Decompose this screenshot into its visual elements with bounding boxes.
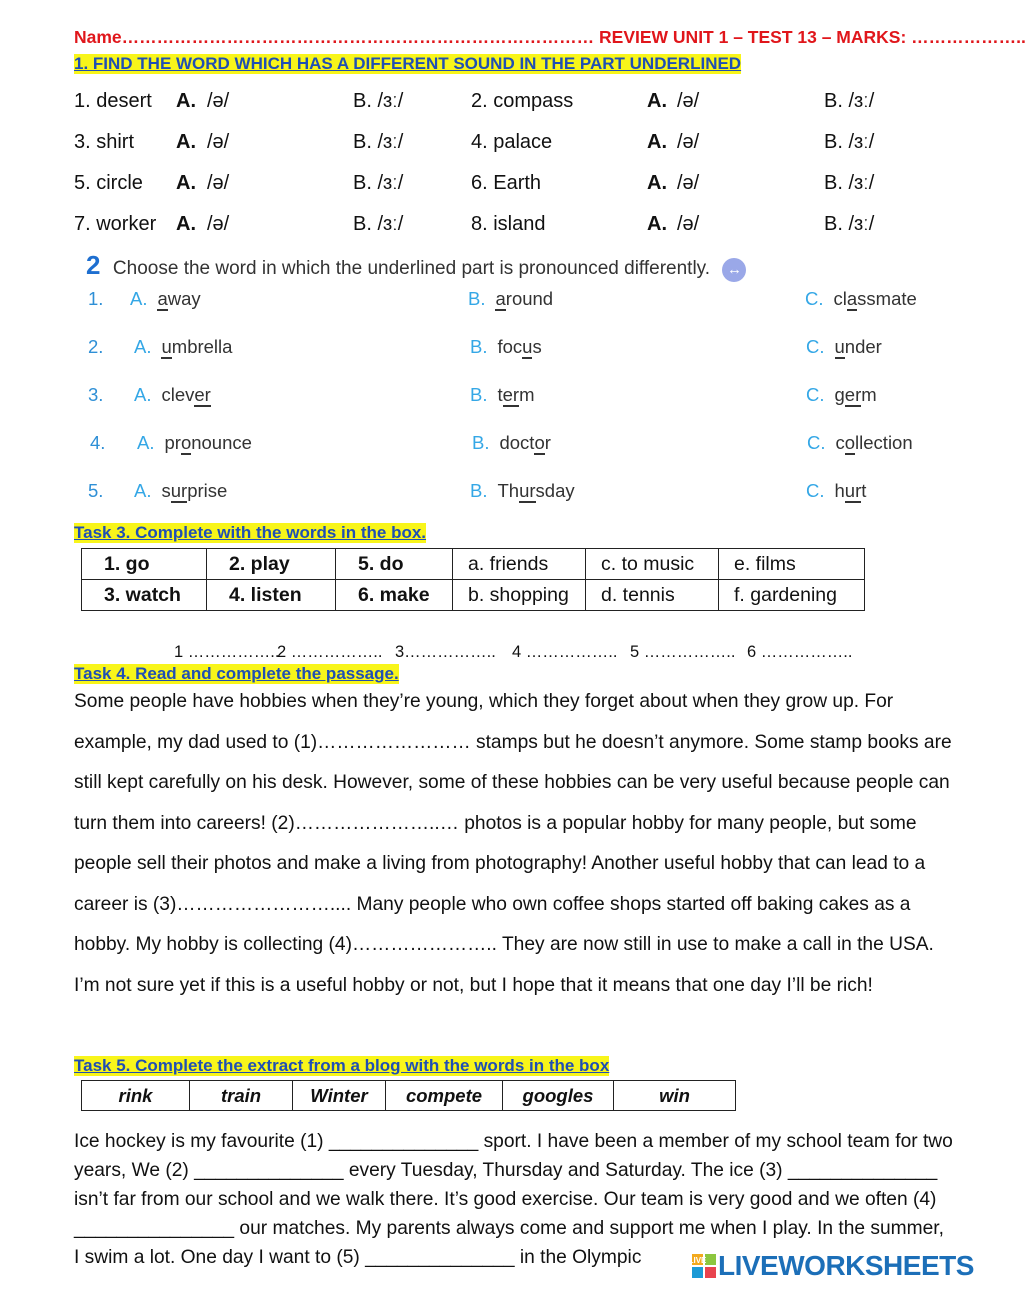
word-part: clev bbox=[161, 384, 195, 405]
word-part: sday bbox=[535, 480, 575, 501]
word-part: prise bbox=[187, 480, 228, 501]
word-part: round bbox=[505, 288, 554, 309]
task4-passage: Some people have hobbies when they’re young, which they forget about when they grow up. For example, my dad used to (1)…………………… stamps but he doesn’t anymore. Some stamp books are still kept carefully on his desk. However, some of these hobbies can be very useful because people can turn them into careers! (2)…………………..… photos is a popular hobby for many people, but some people sell their photos and make a living from photography! Another useful hobby that can lead to a career is (3)…………………….... Many people who own coffee shops started off baking cakes as a hobby. My hobby is collecting (4)………………….. They are now still in use to make a call in the USA. I’m not sure yet if this is a useful hobby or not, but I hope that it means that one day I’ll be rich! bbox=[74, 691, 952, 996]
word-part: c bbox=[835, 432, 845, 453]
ex1-r-a_sym: /ə/ bbox=[677, 213, 700, 235]
ex2-option[interactable] bbox=[806, 480, 866, 502]
box-cell: d. tennis bbox=[586, 580, 719, 611]
option-letter: B. bbox=[468, 288, 486, 309]
underlined-part: o bbox=[180, 432, 192, 453]
option-letter: C. bbox=[807, 432, 826, 453]
option-letter: A. bbox=[130, 288, 148, 309]
word-part: g bbox=[834, 384, 845, 405]
ex1-l-word: 1. desert bbox=[74, 90, 152, 112]
mark-letter: LIVE bbox=[688, 1256, 707, 1265]
option-word bbox=[495, 288, 553, 311]
ex2-option[interactable] bbox=[468, 288, 553, 310]
option-word bbox=[835, 336, 882, 359]
ex1-r-b: B. /ɜː/ bbox=[824, 172, 875, 194]
word-part: Th bbox=[497, 480, 520, 501]
option-letter: A. bbox=[137, 432, 155, 453]
task3-answer-3[interactable]: 3…………….. bbox=[395, 643, 496, 661]
ex1-r-a_sym: /ə/ bbox=[677, 90, 700, 112]
ex1-l-word: 7. worker bbox=[74, 213, 157, 235]
word-part: mbrella bbox=[171, 336, 233, 357]
word-part: pr bbox=[164, 432, 181, 453]
ex1-r-word: 6. Earth bbox=[471, 172, 542, 194]
option-word bbox=[836, 432, 913, 455]
box-cell: 6. make bbox=[336, 580, 453, 611]
ex1-r-a_sym: /ə/ bbox=[677, 131, 700, 153]
word-part: nounce bbox=[191, 432, 252, 453]
option-letter: A. bbox=[134, 384, 152, 405]
underlined-part: a bbox=[495, 288, 506, 309]
word-part: nder bbox=[844, 336, 882, 357]
ex2-option[interactable] bbox=[130, 288, 201, 310]
box-cell: 1. go bbox=[82, 549, 207, 580]
box-cell: rink bbox=[82, 1081, 190, 1111]
word-part: cl bbox=[833, 288, 847, 309]
ex1-r-b: B. /ɜː/ bbox=[824, 90, 875, 112]
underlined-part: er bbox=[502, 384, 520, 405]
exercise-2-instruction: Choose the word in which the underlined part is pronounced differently. bbox=[112, 258, 711, 279]
name-line: Name……………………………………………………………………… REVIEW UNIT 1 – TEST 13 – MARKS: ……………….. bbox=[74, 27, 1026, 47]
ex1-r-word: 8. island bbox=[471, 213, 546, 235]
ex2-option[interactable] bbox=[470, 336, 542, 358]
ex1-r-a: A. bbox=[647, 213, 667, 235]
word-part: ssmate bbox=[857, 288, 917, 309]
ex2-option[interactable] bbox=[806, 384, 877, 406]
option-word bbox=[497, 384, 534, 407]
task5-title: Task 5. Complete the extract from a blog with the words in the box bbox=[74, 1056, 610, 1075]
word-part: foc bbox=[497, 336, 523, 357]
option-letter: A. bbox=[134, 480, 152, 501]
option-letter: C. bbox=[806, 336, 825, 357]
word-part: s bbox=[532, 336, 542, 357]
underlined-part: o bbox=[844, 432, 856, 453]
ex1-l-a: A. bbox=[176, 90, 196, 112]
ex2-option[interactable] bbox=[137, 432, 252, 454]
option-word bbox=[497, 336, 541, 359]
ex2-question-number: 2. bbox=[88, 336, 104, 357]
ex1-r-b: B. /ɜː/ bbox=[824, 131, 875, 153]
task3-answer-1[interactable]: 1 …………….. bbox=[174, 643, 280, 661]
underlined-part: u bbox=[834, 336, 845, 357]
option-word bbox=[157, 288, 200, 311]
task3-answer-5[interactable]: 5 …………….. bbox=[630, 643, 736, 661]
task3-answer-6[interactable]: 6 …………….. bbox=[747, 643, 853, 661]
ex1-l-a_sym: /ə/ bbox=[207, 213, 230, 235]
underlined-part: er bbox=[194, 384, 211, 405]
box-cell: b. shopping bbox=[453, 580, 586, 611]
ex1-r-b: B. /ɜː/ bbox=[824, 213, 875, 235]
underlined-part: ur bbox=[844, 480, 862, 501]
option-word bbox=[835, 480, 867, 503]
ex1-l-a: A. bbox=[176, 172, 196, 194]
underlined-part: er bbox=[844, 384, 862, 405]
ex2-option[interactable] bbox=[805, 288, 917, 310]
ex2-question-number: 1. bbox=[88, 288, 104, 309]
option-letter: B. bbox=[470, 336, 488, 357]
box-cell: 5. do bbox=[336, 549, 453, 580]
option-word bbox=[834, 288, 917, 311]
ex1-l-word: 3. shirt bbox=[74, 131, 135, 153]
ex2-question-number: 4. bbox=[90, 432, 106, 453]
ex2-question-number: 3. bbox=[88, 384, 104, 405]
ex2-option[interactable] bbox=[807, 432, 913, 454]
underlined-part: a bbox=[157, 288, 168, 309]
ex2-option[interactable] bbox=[134, 480, 227, 502]
task3-word-box bbox=[81, 548, 865, 611]
option-word bbox=[499, 432, 550, 455]
option-letter: C. bbox=[806, 384, 825, 405]
liveworksheets-logo bbox=[688, 1250, 992, 1286]
ex1-r-a: A. bbox=[647, 131, 667, 153]
word-part: m bbox=[861, 384, 877, 405]
underlined-part: o bbox=[534, 432, 545, 453]
exercise-2-header bbox=[86, 250, 746, 282]
ex1-l-b: B. /ɜː/ bbox=[353, 90, 404, 112]
ex2-option[interactable] bbox=[470, 384, 535, 406]
underlined-part: u bbox=[522, 336, 533, 357]
word-part: llection bbox=[855, 432, 913, 453]
ex1-l-word: 5. circle bbox=[74, 172, 143, 194]
word-part: m bbox=[519, 384, 535, 405]
word-part: t bbox=[497, 384, 503, 405]
box-cell: 3. watch bbox=[82, 580, 207, 611]
task3-answer-2[interactable]: 2 …………….. bbox=[277, 643, 383, 661]
task5-box-row bbox=[82, 1081, 736, 1111]
underlined-part: ur bbox=[519, 480, 536, 501]
option-letter: C. bbox=[805, 288, 824, 309]
ex1-r-word: 4. palace bbox=[471, 131, 553, 153]
ex2-option[interactable] bbox=[472, 432, 551, 454]
liveworksheets-mark-icon bbox=[688, 1254, 716, 1278]
ex1-l-b: B. /ɜː/ bbox=[353, 213, 404, 235]
option-letter: A. bbox=[134, 336, 152, 357]
task5-word-box bbox=[81, 1080, 736, 1111]
exercise-2-number: 2 bbox=[86, 250, 101, 280]
option-word bbox=[835, 384, 877, 407]
box-cell: e. films bbox=[719, 549, 865, 580]
task5-blog: Ice hockey is my favourite (1) ______________ sport. I have been a member of my school team for two years, We (2) ______________ every Tuesday, Thursday and Saturday. The ice (3) ______________ isn’t far from our school and we walk there. It’s good exercise. Our team is very good and we often (4) _______________ our matches. My parents always come and support me when I play. In the summer, I swim a lot. One day I want to (5) ______________ in the Olympic bbox=[74, 1131, 953, 1268]
word-part: r bbox=[544, 432, 551, 453]
task3-answer-4[interactable]: 4 …………….. bbox=[512, 643, 618, 661]
option-word bbox=[497, 480, 574, 503]
box-cell: train bbox=[190, 1081, 293, 1111]
option-word bbox=[161, 480, 227, 503]
box-cell: a. friends bbox=[453, 549, 586, 580]
option-letter: B. bbox=[470, 384, 488, 405]
ex2-option[interactable] bbox=[134, 336, 232, 358]
word-part: h bbox=[834, 480, 845, 501]
word-part: doct bbox=[499, 432, 535, 453]
ex2-question-number: 5. bbox=[88, 480, 104, 501]
word-part: s bbox=[161, 480, 171, 501]
option-word bbox=[164, 432, 251, 455]
ex2-option[interactable] bbox=[470, 480, 575, 502]
underlined-part: a bbox=[846, 288, 858, 309]
ex1-r-a_sym: /ə/ bbox=[677, 172, 700, 194]
ex1-r-a: A. bbox=[647, 172, 667, 194]
swap-arrows-icon: ↔ bbox=[722, 258, 746, 282]
option-letter: B. bbox=[470, 480, 488, 501]
box-cell: Winter bbox=[293, 1081, 386, 1111]
underlined-part: u bbox=[161, 336, 172, 357]
option-word bbox=[161, 336, 232, 359]
liveworksheets-text: LIVEWORKSHEETS bbox=[718, 1250, 974, 1281]
ex1-l-b: B. /ɜː/ bbox=[353, 172, 404, 194]
option-letter: B. bbox=[472, 432, 490, 453]
section1-title: 1. FIND THE WORD WHICH HAS A DIFFERENT SOUND IN THE PART UNDERLINED bbox=[74, 54, 742, 73]
word-part: t bbox=[861, 480, 867, 501]
option-letter: C. bbox=[806, 480, 825, 501]
box-cell: win bbox=[614, 1081, 736, 1111]
ex1-r-a: A. bbox=[647, 90, 667, 112]
box-cell: c. to music bbox=[586, 549, 719, 580]
ex2-option[interactable] bbox=[134, 384, 211, 406]
option-word bbox=[161, 384, 210, 407]
box-cell: googles bbox=[503, 1081, 614, 1111]
ex1-l-b: B. /ɜː/ bbox=[353, 131, 404, 153]
ex1-l-a_sym: /ə/ bbox=[207, 172, 230, 194]
word-part: way bbox=[167, 288, 201, 309]
ex1-r-word: 2. compass bbox=[471, 90, 574, 112]
task4-title: Task 4. Read and complete the passage. bbox=[74, 664, 399, 683]
ex1-l-a_sym: /ə/ bbox=[207, 90, 230, 112]
task3-box-row bbox=[82, 549, 865, 580]
ex1-l-a: A. bbox=[176, 213, 196, 235]
task3-title: Task 3. Complete with the words in the box. bbox=[74, 523, 427, 542]
underlined-part: ur bbox=[170, 480, 188, 501]
ex1-l-a: A. bbox=[176, 131, 196, 153]
ex1-l-a_sym: /ə/ bbox=[207, 131, 230, 153]
ex2-option[interactable] bbox=[806, 336, 882, 358]
box-cell: 2. play bbox=[207, 549, 336, 580]
box-cell: f. gardening bbox=[719, 580, 865, 611]
box-cell: 4. listen bbox=[207, 580, 336, 611]
box-cell: compete bbox=[386, 1081, 503, 1111]
task3-box-row bbox=[82, 580, 865, 611]
